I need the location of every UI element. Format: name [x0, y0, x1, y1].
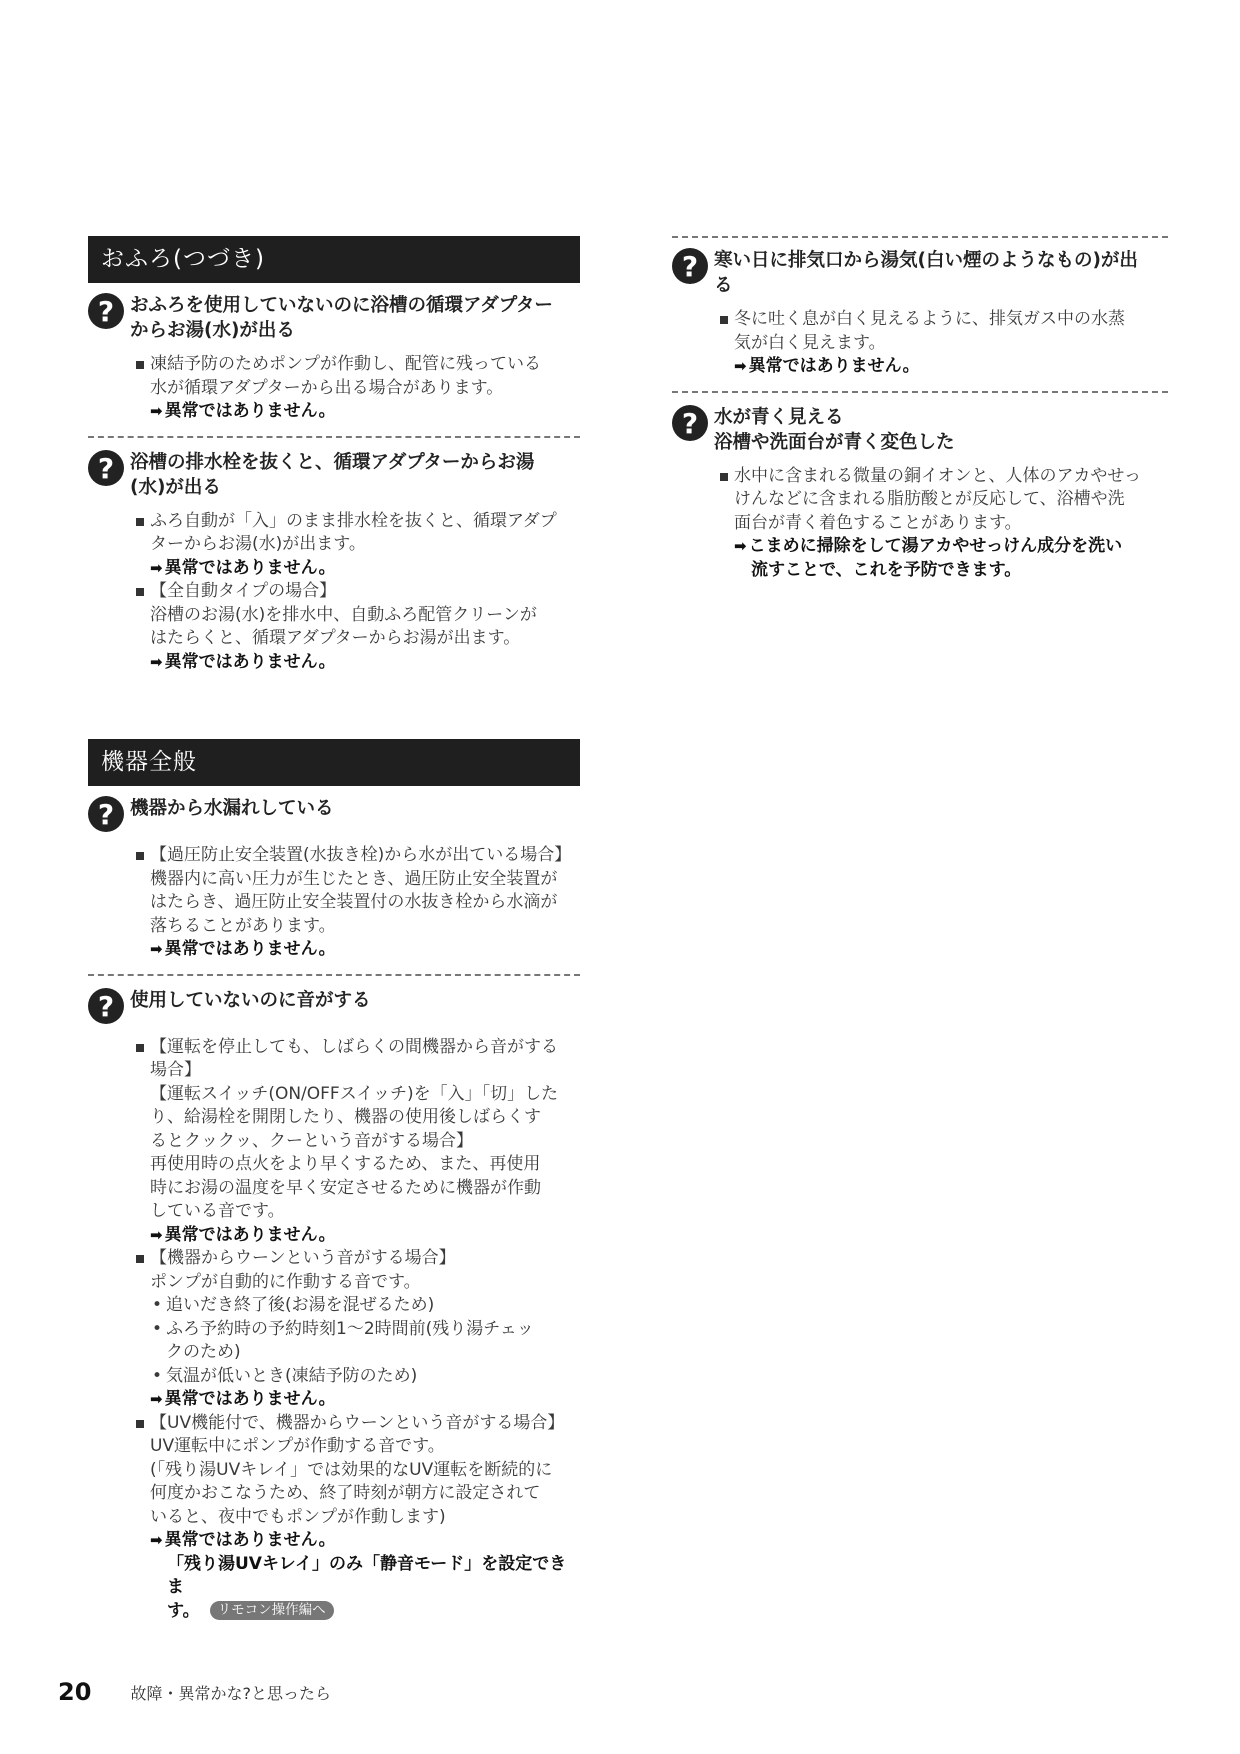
question-title: 浴槽の排水栓を抜くと、循環アダプターからお湯 (水)が出る — [130, 451, 535, 498]
normal-note: ➡ 異常ではありません。 — [150, 557, 580, 581]
chapter-title: 故障・異常かな?と思ったら — [130, 1683, 331, 1703]
right-column — [672, 236, 1168, 582]
answer-item: 冬に吐く息が白く見えるように、排気ガス中の水蒸 気が白く見えます。 ➡ 異常ではありません。 — [720, 308, 1168, 379]
question-icon: ? — [88, 450, 124, 486]
answer-item: 凍結予防のためポンプが作動し、配管に残っている 水が循環アダプターから出る場合があります。 ➡ 異常ではありません。 — [136, 353, 580, 424]
question-title: 使用していないのに音がする — [130, 989, 371, 1011]
question-icon: ? — [88, 796, 124, 832]
cleaning-note: ➡ こまめに掃除をして湯アカやせっけん成分を洗い — [734, 535, 1168, 559]
question-icon: ? — [88, 293, 124, 329]
answer-list — [136, 510, 580, 675]
qa-item — [88, 436, 580, 675]
qa-item — [88, 974, 580, 1624]
left-column — [88, 236, 580, 1623]
answer-item: ふろ自動が「入」のまま排水栓を抜くと、循環アダプ ターからお湯(水)が出ます。 ➡ 異常ではありません。 — [136, 510, 580, 581]
question-row — [672, 248, 1168, 298]
page-number: 20 — [58, 1678, 92, 1706]
answer-list — [136, 844, 580, 962]
answer-item: 【機器からウーンという音がする場合】 ポンプが自動的に作動する音です。 • 追いだき終了後(お湯を混ぜるため) • ふろ予約時の予約時刻1〜2時間前(残り湯チェッ クのため) • 気温が低いとき(凍結予防のため) ➡ 異常ではありません。 — [136, 1247, 580, 1412]
question-icon: ? — [672, 405, 708, 441]
normal-note: ➡ 異常ではありません。 — [734, 355, 1168, 379]
section-header-kiki: 機器全般 — [88, 739, 580, 786]
question-title: 機器から水漏れしている — [130, 798, 334, 819]
answer-item: 【過圧防止安全装置(水抜き栓)から水が出ている場合】 機器内に高い圧力が生じたとき、過圧防止安全装置が はたらき、過圧防止安全装置付の水抜き栓から水滴が 落ちることがあります。 ➡ 異常ではありません。 — [136, 844, 580, 962]
qa-item — [88, 786, 580, 962]
normal-note: ➡ 異常ではありません。 — [150, 651, 580, 675]
answer-list — [720, 308, 1168, 379]
question-row — [88, 796, 580, 834]
normal-note: ➡ 異常ではありません。 — [150, 1529, 580, 1553]
bullet-item: • 追いだき終了後(お湯を混ぜるため) — [150, 1294, 580, 1318]
question-icon: ? — [88, 988, 124, 1024]
remote-manual-link[interactable]: リモコン操作編へ — [210, 1601, 334, 1620]
answer-item: 水中に含まれる微量の銅イオンと、人体のアカやせっ けんなどに含まれる脂肪酸とが反応して、浴槽や洗 面台が青く着色することがあります。 ➡ こまめに掃除をして湯アカやせっけん成分を洗い 流すことで、これを予防できます。 — [720, 465, 1168, 583]
normal-note: ➡ 異常ではありません。 — [150, 400, 580, 424]
question-row — [88, 450, 580, 500]
question-row — [88, 988, 580, 1026]
qa-item — [672, 391, 1168, 583]
answer-item: 【全自動タイプの場合】 浴槽のお湯(水)を排水中、自動ふろ配管クリーンが はたらくと、循環アダプターからお湯が出ます。 ➡ 異常ではありません。 — [136, 580, 580, 674]
quiet-mode-note: 「残り湯UVキレイ」のみ「静音モード」を設定できま — [167, 1553, 567, 1597]
section-header-ofuro: おふろ(つづき) — [88, 236, 580, 283]
page-footer — [58, 1678, 331, 1718]
answer-item: 【UV機能付で、機器からウーンという音がする場合】 UV運転中にポンプが作動する音です。 (「残り湯UVキレイ」では効果的なUV運転を断続的に 何度かおこなうため、終了時刻が朝方に設定されて いると、夜中でもポンプが作動します) ➡ 異常ではありません。 「残り湯UVキレイ」のみ「静音モード」を設定できま す。 リモコン操作編へ — [136, 1412, 580, 1624]
answer-list — [136, 353, 580, 424]
question-title: 寒い日に排気口から湯気(白い煙のようなもの)が出 る — [714, 250, 1138, 296]
normal-note: ➡ 異常ではありません。 — [150, 1388, 580, 1412]
answer-list — [136, 1036, 580, 1624]
question-row — [88, 293, 580, 343]
qa-item — [88, 283, 580, 424]
normal-note: ➡ 異常ではありません。 — [150, 938, 580, 962]
question-icon: ? — [672, 248, 708, 284]
normal-note: ➡ 異常ではありません。 — [150, 1224, 580, 1248]
bullet-item: • ふろ予約時の予約時刻1〜2時間前(残り湯チェッ — [150, 1318, 580, 1342]
question-title: 水が青く見える 浴槽や洗面台が青く変色した — [714, 406, 955, 453]
bullet-item: • 気温が低いとき(凍結予防のため) — [150, 1365, 580, 1389]
answer-item: 【運転を停止しても、しばらくの間機器から音がする 場合】 【運転スイッチ(ON/OFFスイッチ)を「入」「切」した り、給湯栓を開閉したり、機器の使用後しばらくす るとクックッ、クーという音がする場合】 再使用時の点火をより早くするため、また、再使用 時にお湯の温度を早く安定させるために機器が作動 している音です。 ➡ 異常ではありません。 — [136, 1036, 580, 1248]
question-title: おふろを使用していないのに浴槽の循環アダプター からお湯(水)が出る — [130, 295, 553, 341]
question-row — [672, 405, 1168, 455]
answer-list — [720, 465, 1168, 583]
qa-item — [672, 236, 1168, 379]
